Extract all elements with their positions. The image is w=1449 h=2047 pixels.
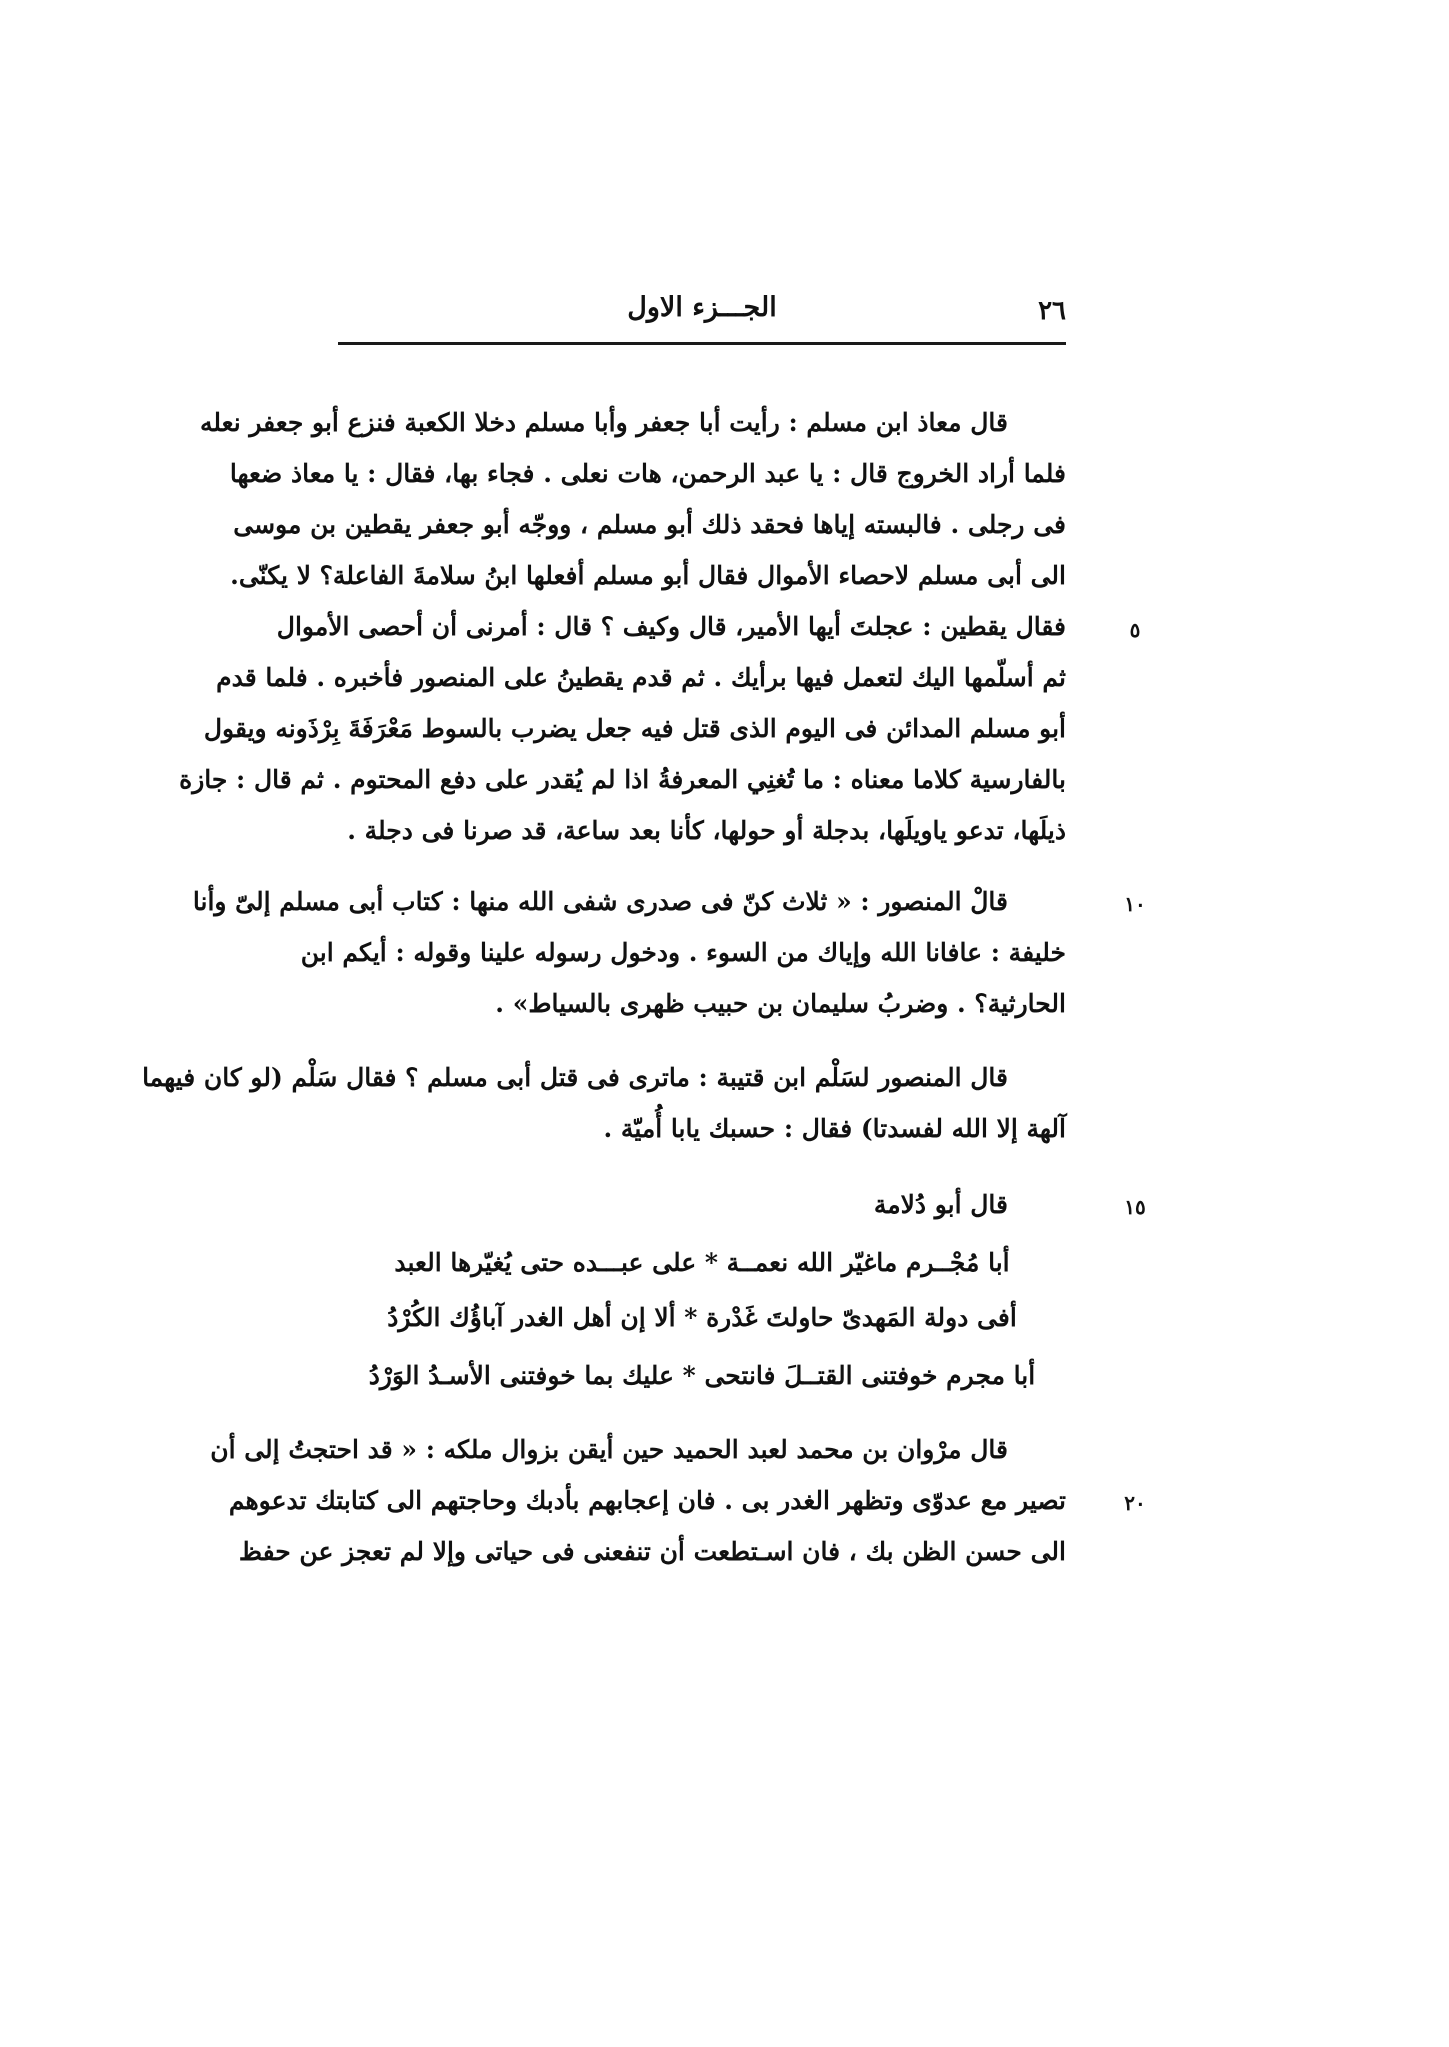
text-line: الى أبى مسلم لاحصاء الأموال فقال أبو مسلم أفعلها ابنُ سلامةَ الفاعلة؟ لا يكنّى.	[230, 561, 1066, 590]
text-line: ثم أسلّمها اليك لتعمل فيها برأيك . ثم قدم يقطينُ على المنصور فأخبره . فلما قدم	[216, 663, 1066, 692]
poem-intro: قال أبو دُلامة	[873, 1190, 1008, 1219]
page-number: ٢٦	[1038, 296, 1066, 326]
poem-verse: أبا مجرم خوفتنى القتــلَ فانتحى * عليك بما خوفتنى الأسـدُ الوَرْدُ	[368, 1361, 1036, 1390]
text-line: فقال يقطين : عجلتَ أيها الأمير، قال وكيف ؟ قال : أمرنى أن أحصى الأموال	[276, 612, 1066, 641]
text-line: خليفة : عافانا الله وإياك من السوء . ودخول رسوله علينا وقوله : أيكم ابن	[300, 938, 1066, 967]
header-rule	[338, 342, 1066, 345]
text-line: آلهة إلا الله لفسدتا) فقال : حسبك يابا أُميّة .	[603, 1114, 1066, 1143]
text-line: بالفارسية كلاما معناه : ما تُغنِي المعرفةُ اذا لم يُقدر على دفع المحتوم . ثم قال : جازة	[179, 765, 1066, 794]
line-number-5: ٥	[1129, 618, 1141, 642]
line-number-15: ١٥	[1124, 1195, 1146, 1219]
text-line: تصير مع عدوّى وتظهر الغدر بى . فان إعجابهم بأدبك وحاجتهم الى كتابتك تدعوهم	[228, 1486, 1066, 1515]
line-number-20: ٢٠	[1124, 1491, 1146, 1515]
text-line: فى رجلى . فالبسته إياها فحقد ذلك أبو مسلم ، ووجّه أبو جعفر يقطين بن موسى	[233, 510, 1066, 539]
page-header	[338, 292, 1066, 336]
text-line: قال مرْوان بن محمد لعبد الحميد حين أيقن بزوال ملكه : « قد احتجتُ إلى أن	[210, 1435, 1008, 1464]
poem-verse: أفى دولة المَهدىّ حاولتَ غَدْرة * ألا إن أهل الغدر آباؤُك الكُرْدُ	[387, 1303, 1017, 1332]
text-line: الى حسن الظن بك ، فان اسـتطعت أن تنفعنى فى حياتى وإلا لم تعجز عن حفظ	[238, 1537, 1066, 1566]
text-line: قال المنصور لسَلْم ابن قتيبة : ماترى فى قتل أبى مسلم ؟ فقال سَلْم (لو كان فيهما	[142, 1063, 1008, 1092]
text-line: ذيلَها، تدعو ياويلَها، بدجلة أو حولها، كأنا بعد ساعة، قد صرنا فى دجلة .	[347, 816, 1066, 845]
text-line: قال معاذ ابن مسلم : رأيت أبا جعفر وأبا مسلم دخلا الكعبة فنزع أبو جعفر نعله	[199, 408, 1008, 437]
poem-verse: أبا مُجْــرم ماغيّر الله نعمــة * على عبـــده حتى يُغيّرها العبد	[394, 1248, 1010, 1277]
running-title: الجـــزء الاول	[627, 292, 777, 323]
text-line: فلما أراد الخروج قال : يا عبد الرحمن، هات نعلى . فجاء بها، فقال : يا معاذ ضعها	[229, 459, 1066, 488]
text-line: قالْ المنصور : « ثلاث كنّ فى صدرى شفى الله منها : كتاب أبى مسلم إلىّ وأنا	[192, 887, 1008, 916]
text-line: أبو مسلم المدائن فى اليوم الذى قتل فيه جعل يضرب بالسوط مَعْرَفَةَ بِرْذَونه ويقول	[203, 714, 1066, 743]
line-number-10: ١٠	[1124, 892, 1146, 916]
text-line: الحارثية؟ . وضربُ سليمان بن حبيب ظهرى بالسياط» .	[495, 989, 1066, 1018]
